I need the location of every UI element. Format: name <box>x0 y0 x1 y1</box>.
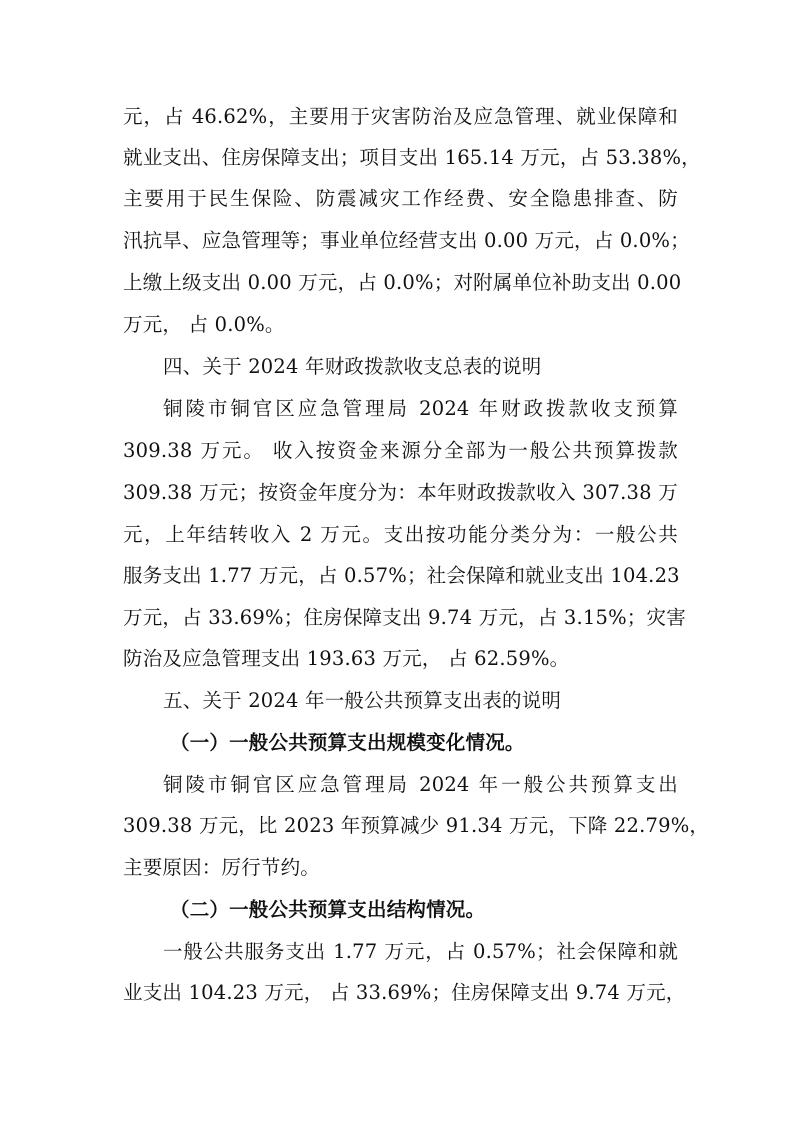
paragraph-line: 铜陵市铜官区应急管理局 2024 年一般公共预算支出 <box>163 773 678 796</box>
paragraph-line: 万元，占 33.69%；住房保障支出 9.74 万元，占 3.15%；灾害 <box>123 606 686 629</box>
paragraph-line: 防治及应急管理支出 193.63 万元， 占 62.59%。 <box>123 647 570 670</box>
paragraph-line: 就业支出、住房保障支出；项目支出 165.14 万元，占 53.38%， <box>123 146 701 169</box>
paragraph-line: 服务支出 1.77 万元，占 0.57%；社会保障和就业支出 104.23 <box>123 564 680 587</box>
paragraph-line: 309.38 万元。 收入按资金来源分全部为一般公共预算拨款 <box>123 439 678 462</box>
paragraph-line: 主要原因：厉行节约。 <box>123 856 321 879</box>
paragraph-line: 一般公共服务支出 1.77 万元，占 0.57%；社会保障和就 <box>163 940 678 963</box>
paragraph-line: 业支出 104.23 万元， 占 33.69%；住房保障支出 9.74 万元， <box>123 981 686 1004</box>
paragraph-line: 309.38 万元，比 2023 年预算减少 91.34 万元，下降 22.79%， <box>123 814 710 837</box>
paragraph-line: 元，上年结转收入 2 万元。支出按功能分类分为：一般公共 <box>123 523 678 546</box>
paragraph-line: 309.38 万元；按资金年度分为：本年财政拨款收入 307.38 万 <box>123 481 678 504</box>
paragraph-line: 铜陵市铜官区应急管理局 2024 年财政拨款收支预算 <box>163 397 678 420</box>
subsection-heading-1: （一）一般公共预算支出规模变化情况。 <box>170 731 525 754</box>
paragraph-line: 元，占 46.62%，主要用于灾害防治及应急管理、就业保障和 <box>123 105 678 128</box>
section-heading-4: 四、关于 2024 年财政拨款收支总表的说明 <box>163 355 542 378</box>
subsection-heading-2: （二）一般公共预算支出结构情况。 <box>170 898 486 921</box>
section-heading-5: 五、关于 2024 年一般公共预算支出表的说明 <box>163 689 562 712</box>
paragraph-line: 上缴上级支出 0.00 万元，占 0.0%；对附属单位补助支出 0.00 <box>123 271 682 294</box>
paragraph-line: 万元， 占 0.0%。 <box>123 313 285 336</box>
paragraph-line: 汛抗旱、应急管理等；事业单位经营支出 0.00 万元，占 0.0%； <box>123 229 690 252</box>
paragraph-line: 主要用于民生保险、防震减灾工作经费、安全隐患排查、防 <box>123 187 678 210</box>
